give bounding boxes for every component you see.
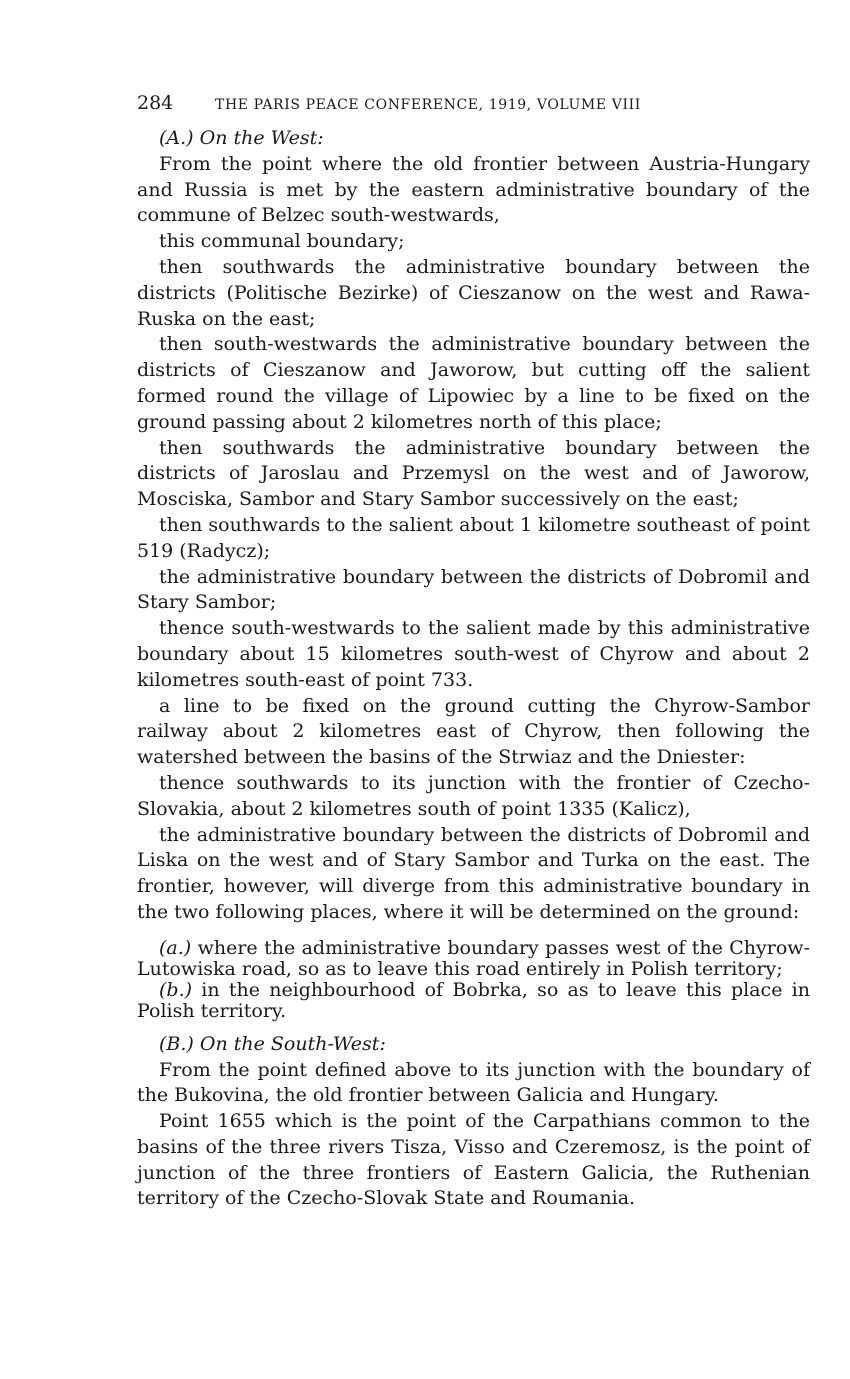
paragraph: thence southwards to its junction with the frontier of Czecho-Slovakia, about 2 kilometres south of point 1335 (Kalicz), [137,771,810,820]
paragraph: the administrative boundary between the districts of Dobromil and Stary Sambor; [137,565,810,614]
paragraph: then southwards the administrative boundary between the districts (Politische Bezirke) of Cieszanow on the west and Rawa-Ruska on the east; [137,255,810,330]
page [137,92,810,1212]
paragraph: From the point defined above to its junction with the boundary of the Bukovina, the old frontier between Galicia and Hungary. [137,1058,810,1107]
paragraph: then southwards the administrative boundary between the districts of Jaroslau and Przemysl on the west and of Jaworow, Mosciska, Sambor and Stary Sambor successively on the east; [137,436,810,511]
sub-item-label: (b.) [159,978,193,1001]
section-b-title: On the South-West: [199,1032,386,1055]
section-b-label: (B.) [159,1032,194,1055]
paragraph: this communal boundary; [159,230,405,253]
paragraph: From the point where the old frontier between Austria-Hungary and Russia is met by the eastern administrative boundary of the commune of Belzec south-westwards, [137,152,810,227]
sub-item-label: (a.) [159,936,192,959]
sub-item-a [137,938,810,980]
paragraph: Point 1655 which is the point of the Carpathians common to the basins of the three rivers Tisza, Visso and Czeremosz, is the point of junction of the three frontiers of Eastern Galicia, the Ruthenian territory of the Czecho-Slovak State and Roumania. [137,1110,810,1210]
paragraph: the administrative boundary between the districts of Dobromil and Liska on the west and of Stary Sambor and Turka on the east. The frontier, however, will diverge from this administrative boundary in the two following places, where it will be determined on the ground: [137,823,810,923]
section-a-title: On the West: [199,127,324,149]
document-body [137,126,810,1212]
paragraph: thence south-westwards to the salient made by this administrative boundary about 15 kilometres south-west of Chyrow and about 2 kilometres south-east of point 733. [137,617,810,691]
paragraph: then south-westwards the administrative boundary between the districts of Cieszanow and Jaworow, but cutting off the salient formed round the village of Lipowiec by a line to be fixed on the ground passing about 2 kilometres north of this place; [137,333,810,433]
paragraph: then southwards to the salient about 1 kilometre southeast of point 519 (Radycz); [137,513,810,562]
running-title: THE PARIS PEACE CONFERENCE, 1919, VOLUME VIII [215,97,641,113]
section-a-label: (A.) [159,127,194,149]
page-header [137,92,810,116]
paragraph: a line to be fixed on the ground cutting the Chyrow-Sambor railway about 2 kilometres east of Chyrow, then following the watershed between the basins of the Strwiaz and the Dniester: [137,694,810,769]
sub-item-text: in the neighbourhood of Bobrka, so as to leave this place in Polish territory. [137,978,810,1022]
section-a-heading [137,126,810,152]
sub-item-text: where the administrative boundary passes west of the Chyrow-Lutowiska road, so as to leave this road entirely in Polish territory; [137,936,810,980]
section-b-heading [137,1032,810,1058]
page-number: 284 [137,92,174,114]
sub-item-b [137,980,810,1022]
